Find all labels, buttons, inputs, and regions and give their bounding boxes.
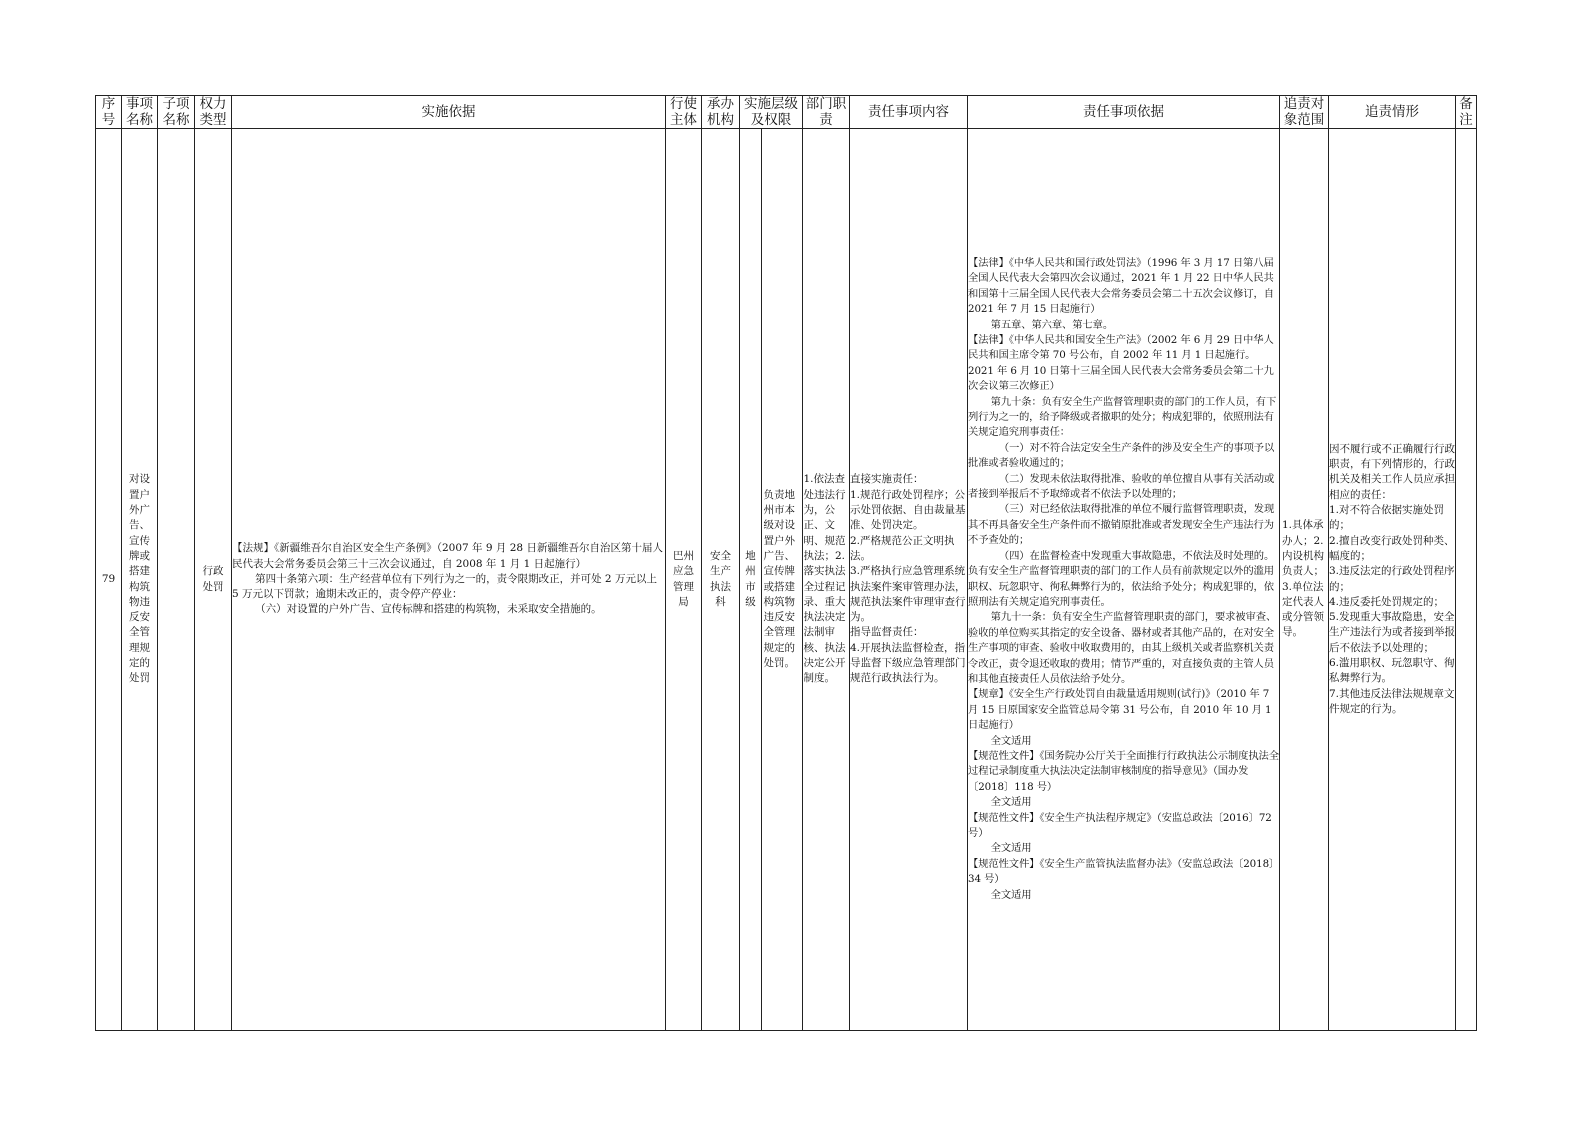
resp-basis-paragraph: 【规章】《安全生产行政处罚自由裁量适用规则(试行)》（2010 年 7 月 15 日原国家安全监管总局令第 31 号公布，自 2010 年 10 月 1 日起施行） [968,688,1272,732]
resp-basis-paragraph: （二）发现未依法取得批准、验收的单位擅自从事有关活动或者接到举报后不予取缔或者不依法予以处理的； [968,472,1275,501]
resp-basis-paragraph: （四）在监督检查中发现重大事故隐患，不依法及时处理的。负有安全生产监督管理职责的部门的工作人员有前款规定以外的滥用职权、玩忽职守、徇私舞弊行为的，依法给予处分；构成犯罪的，依照刑法有关规定追究刑事责任。 [968,549,1275,608]
header-resp-content: 责任事项内容 [850,96,968,129]
resp-basis-paragraph: 全文适用 [990,842,1032,855]
header-sub-item: 子项 名称 [158,96,195,129]
cell-account-situation: 因不履行或不正确履行行政职责，有下列情形的，行政机关及相关工作人员应承担相应的责任： 1.对不符合依据实施处罚的； 2.擅自改变行政处罚种类、幅度的； 3.违反法定的行政处罚程序的； 4.违反委托处罚规定的； 5.发现重大事故隐患，安全生产违法行为或者接到举报后不依法予以处理的； 6.滥用职权、玩忽职守、徇私舞弊行为。 7.其他违反法律法规规章文件规定的行为。 [1329,129,1456,1031]
header-agency: 承办 机构 [702,96,740,129]
cell-resp-basis [968,129,1280,1031]
cell-seq: 79 [96,129,122,1031]
cell-power-type: 行政处罚 [195,129,232,1031]
resp-basis-paragraph: 【规范性文件】《国务院办公厅关于全面推行行政执法公示制度执法全过程记录制度重大执法决定法制审核制度的指导意见》（国办发〔2018〕118 号） [968,749,1279,793]
header-item-name: 事项 名称 [122,96,158,129]
cell-level-scope: 负责地州市本级对设置户外广告、宣传牌或搭建构筑物违反安全管理规定的处罚。 [762,129,803,1031]
power-list-table [95,95,1477,1031]
resp-basis-paragraph: 第九十条：负有安全生产监督管理职责的部门的工作人员，有下列行为之一的，给予降级或者撤职的处分；构成犯罪的，依照刑法有关规定追究刑事责任： [968,395,1277,439]
resp-basis-list [968,256,1279,903]
cell-item-name: 对设置户外广告、宣传牌或搭建构筑物违反安全管理规定的处罚 [122,129,158,1031]
resp-basis-paragraph: （一）对不符合法定安全生产条件的涉及安全生产的事项予以批准或者验收通过的； [968,441,1275,470]
header-level: 实施层级 及权限 [740,96,803,129]
header-power-type: 权力 类型 [195,96,232,129]
resp-basis-paragraph: 【规范性文件】《安全生产执法程序规定》（安监总政法〔2016〕72 号） [968,811,1272,839]
resp-basis-paragraph: 【法律】《中华人民共和国安全生产法》（2002 年 6 月 29 日中华人民共和国主席令第 70 号公布，自 2002 年 11 月 1 日起施行。2021 年 6 月 10 日第十三届全国人民代表大会常务委员会第二十九次会议第三次修正） [968,334,1274,393]
header-seq: 序 号 [96,96,122,129]
cell-agency: 安全生产执法科 [702,129,740,1031]
cell-subject: 巴州应急管理局 [666,129,702,1031]
header-account-situation: 追责情形 [1329,96,1456,129]
resp-basis-paragraph: 【规范性文件】《安全生产监管执法监督办法》（安监总政法〔2018〕34 号） [968,857,1275,886]
header-subject: 行使 主体 [666,96,702,129]
resp-basis-paragraph: 全文适用 [990,796,1032,809]
header-row [96,96,1477,129]
cell-basis: 【法规】《新疆维吾尔自治区安全生产条例》（2007 年 9 月 28 日新疆维吾尔自治区第十届人民代表大会常务委员会第三十三次会议通过，自 2008 年 1 月 1 日起施行） 第四十条第六项：生产经营单位有下列行为之一的，责令限期改正，并可处 2 万元以上 5 万元以下罚款；逾期未改正的，责令停产停业： （六）对设置的户外广告、宣传标牌和搭建的构筑物，未采取安全措施的。 [232,129,666,1031]
header-dept-duty: 部门职 责 [803,96,850,129]
resp-basis-paragraph: 全文适用 [990,734,1032,747]
cell-dept-duty: 1.依法查处违法行为，公正、文明、规范执法；2.落实执法全过程记录、重大执法决定法制审核、执法决定公开制度。 [803,129,850,1031]
cell-resp-content: 直接实施责任： 1.规范行政处罚程序；公示处罚依据、自由裁量基准、处罚决定。 2.严格规范公正文明执法。 3.严格执行应急管理系统执法案件案审管理办法，规范执法案件审理审查行为。 指导监督责任： 4.开展执法监督检查，指导监督下级应急管理部门规范行政执法行为。 [850,129,968,1031]
cell-level: 地州市级 [740,129,762,1031]
resp-basis-paragraph: 【法律】《中华人民共和国行政处罚法》（1996 年 3 月 17 日第八届全国人民代表大会第四次会议通过，2021 年 1 月 22 日中华人民共和国第十三届全国人民代表大会常务委员会第二十五次会议修订，自 2021 年 7 月 15 日起施行） [968,256,1274,316]
cell-account-scope: 1.具体承办人；2.内设机构负责人；3.单位法定代表人或分管领导。 [1280,129,1329,1031]
cell-sub-item [158,129,195,1031]
resp-basis-paragraph: （三）对已经依法取得批准的单位不履行监督管理职责，发现其不再具备安全生产条件而不撤销原批准或者发现安全生产违法行为不予查处的； [968,503,1275,547]
resp-basis-paragraph: 第九十一条：负有安全生产监督管理职责的部门，要求被审查、验收的单位购买其指定的安全设备、器材或者其他产品的，在对安全生产事项的审查、验收中收取费用的，由其上级机关或者监察机关责令改正，责令退还收取的费用；情节严重的，对直接负责的主管人员和其他直接责任人员依法给予处分。 [968,611,1277,685]
resp-basis-paragraph: 第五章、第六章、第七章。 [990,318,1114,331]
header-remarks: 备 注 [1456,96,1477,129]
header-account-scope: 追责对 象范围 [1280,96,1329,129]
header-basis: 实施依据 [232,96,666,129]
resp-basis-paragraph: 全文适用 [990,888,1032,901]
header-resp-basis: 责任事项依据 [968,96,1280,129]
table-row [96,129,1477,1031]
cell-remarks [1456,129,1477,1031]
